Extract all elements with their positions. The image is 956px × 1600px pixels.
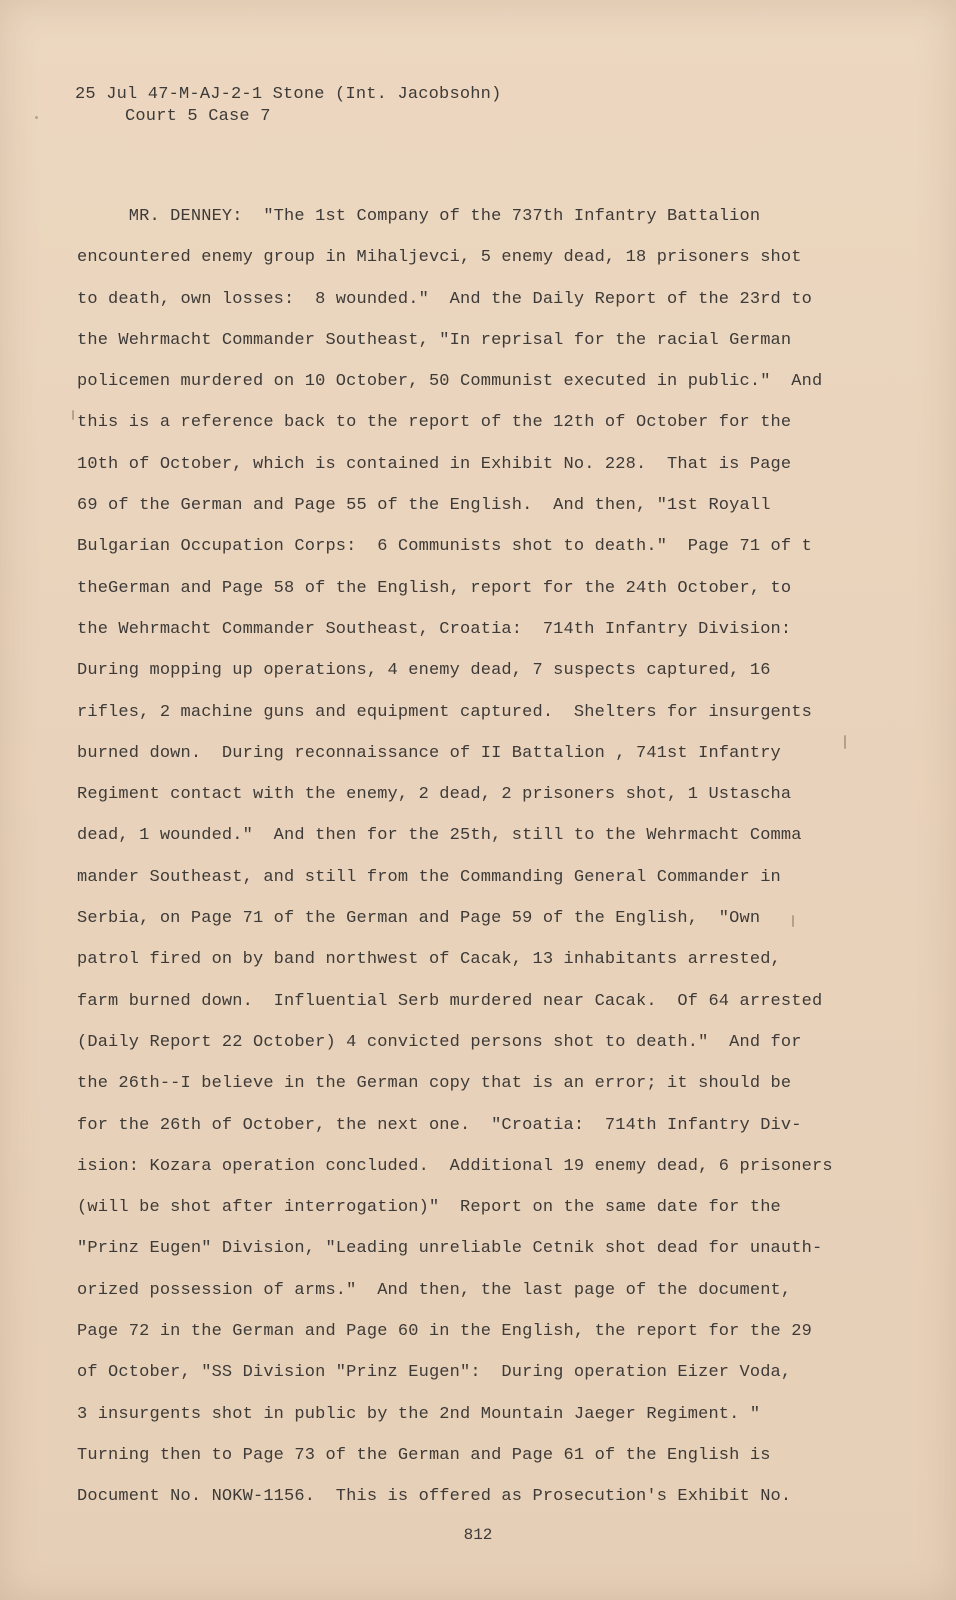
text-line: orized possession of arms." And then, the last page of the document, <box>77 1280 792 1300</box>
paper-speck <box>35 116 38 119</box>
text-line: this is a reference back to the report of the 12th of October for the <box>77 413 792 433</box>
page-number: 812 <box>463 1526 493 1544</box>
text-line: Regiment contact with the enemy, 2 dead, 2 prisoners shot, 1 Ustascha <box>77 785 792 805</box>
text-line: for the 26th of October, the next one. "Croatia: 714th Infantry Div- <box>77 1115 802 1135</box>
text-line: patrol fired on by band northwest of Cacak, 13 inhabitants arrested, <box>77 950 781 970</box>
paper-speck <box>792 915 794 927</box>
text-line: to death, own losses: 8 wounded." And the Daily Report of the 23rd to <box>77 289 812 309</box>
text-line: Bulgarian Occupation Corps: 6 Communists shot to death." Page 71 of t <box>77 537 812 557</box>
text-line: mander Southeast, and still from the Commanding General Commander in <box>77 867 781 887</box>
text-line: theGerman and Page 58 of the English, report for the 24th October, to <box>77 578 792 598</box>
text-line: burned down. During reconnaissance of II Battalion , 741st Infantry <box>77 743 781 763</box>
text-line: (will be shot after interrogation)" Report on the same date for the <box>77 1198 781 1218</box>
text-line: 69 of the German and Page 55 of the English. And then, "1st Royall <box>77 496 771 516</box>
text-line: (Daily Report 22 October) 4 convicted persons shot to death." And for <box>77 1032 802 1052</box>
paper-speck <box>844 735 846 749</box>
text-line: Page 72 in the German and Page 60 in the English, the report for the 29 <box>77 1322 812 1342</box>
text-line: "Prinz Eugen" Division, "Leading unreliable Cetnik shot dead for unauth- <box>77 1239 823 1259</box>
text-line: Document No. NOKW-1156. This is offered as Prosecution's Exhibit No. <box>77 1487 792 1507</box>
text-line: policemen murdered on 10 October, 50 Communist executed in public." And <box>77 372 823 392</box>
header-line-1: 25 Jul 47-M-AJ-2-1 Stone (Int. Jacobsohn) <box>75 85 502 104</box>
text-line: ision: Kozara operation concluded. Additional 19 enemy dead, 6 prisoners <box>77 1156 833 1176</box>
text-line: Turning then to Page 73 of the German and Page 61 of the English is <box>77 1445 771 1465</box>
text-line: the 26th--I believe in the German copy that is an error; it should be <box>77 1074 792 1094</box>
text-line: 10th of October, which is contained in Exhibit No. 228. That is Page <box>77 454 792 474</box>
text-line: the Wehrmacht Commander Southeast, Croatia: 714th Infantry Division: <box>77 619 792 639</box>
header-line-2: Court 5 Case 7 <box>125 107 271 126</box>
text-line: MR. DENNEY: "The 1st Company of the 737th Infantry Battalion <box>77 207 761 226</box>
text-line: During mopping up operations, 4 enemy dead, 7 suspects captured, 16 <box>77 661 771 681</box>
text-line: of October, "SS Division "Prinz Eugen": During operation Eizer Voda, <box>77 1363 792 1383</box>
text-line: the Wehrmacht Commander Southeast, "In reprisal for the racial German <box>77 330 792 350</box>
document-header <box>75 84 501 128</box>
paper-speck <box>72 410 74 420</box>
text-line: farm burned down. Influential Serb murdered near Cacak. Of 64 arrested <box>77 991 823 1011</box>
text-line: dead, 1 wounded." And then for the 25th, still to the Wehrmacht Comma <box>77 826 802 846</box>
text-line: encountered enemy group in Mihaljevci, 5 enemy dead, 18 prisoners shot <box>77 248 802 268</box>
text-line: rifles, 2 machine guns and equipment captured. Shelters for insurgents <box>77 702 812 722</box>
transcript-body <box>77 196 837 1518</box>
text-line: 3 insurgents shot in public by the 2nd Mountain Jaeger Regiment. " <box>77 1404 761 1424</box>
text-line: Serbia, on Page 71 of the German and Page 59 of the English, "Own <box>77 909 761 929</box>
